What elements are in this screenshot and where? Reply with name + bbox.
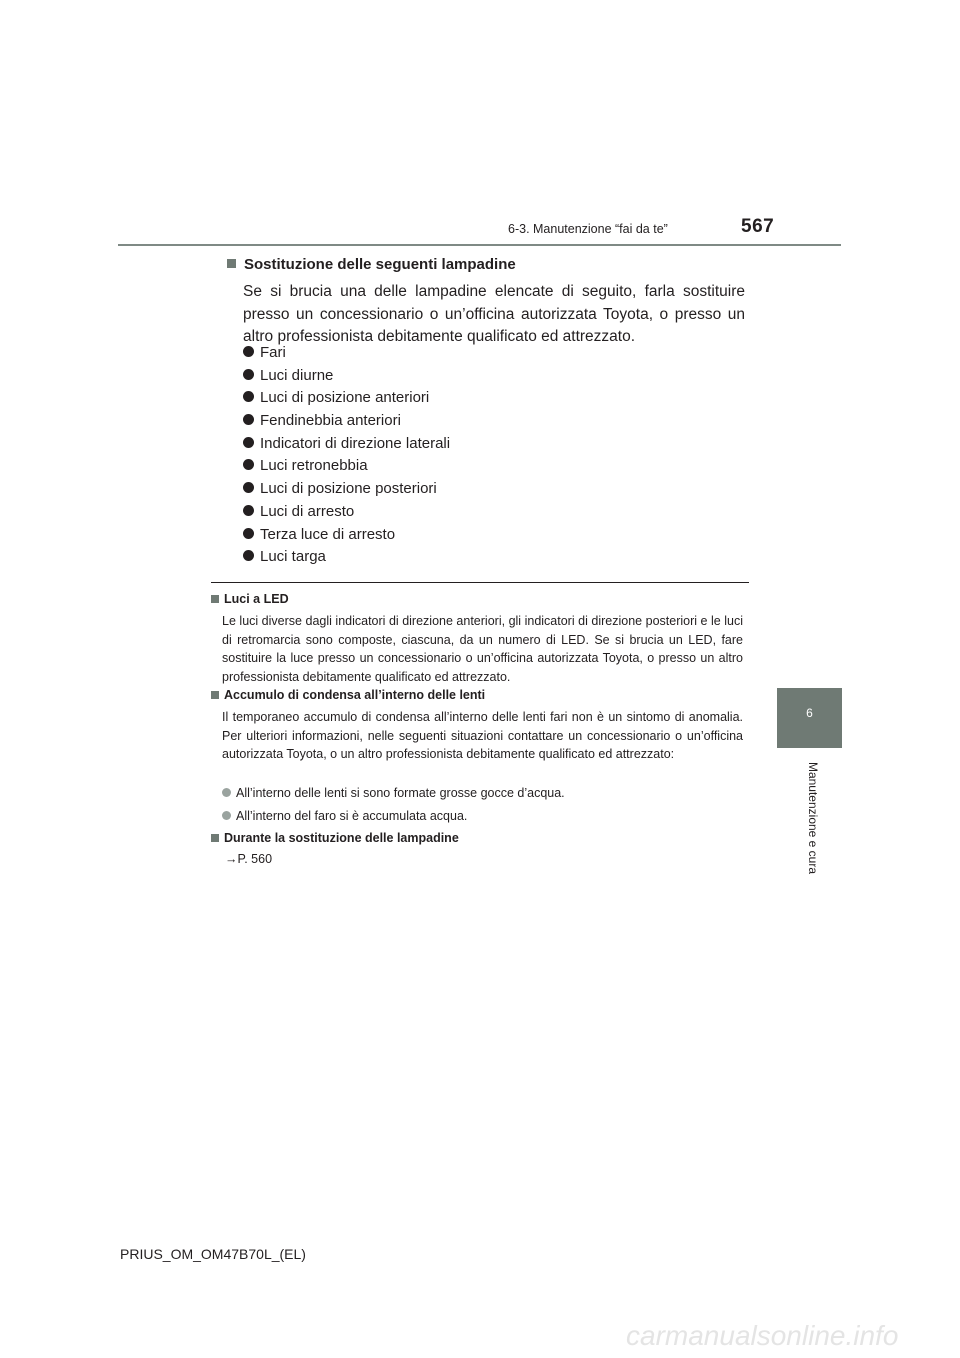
bullet-dot-icon (243, 346, 254, 357)
document-code: PRIUS_OM_OM47B70L_(EL) (120, 1246, 306, 1262)
list-item: Luci targa (243, 546, 450, 569)
section-paragraph: Se si brucia una delle lampadine elencate di seguito, farla sostituire presso un concessionario o un’officina autorizzata Toyota, o presso un altro professionista debitamente qualificato ed attrezzato. (243, 283, 745, 345)
chapter-number: 6 (806, 706, 813, 720)
square-bullet-icon (211, 595, 219, 603)
square-bullet-icon (227, 259, 236, 268)
list-item: Luci retronebbia (243, 455, 450, 478)
bulb-list (243, 342, 450, 569)
chapter-title: Manutenzione e cura (806, 761, 820, 875)
bullet-dot-icon (243, 459, 254, 470)
page-reference-link[interactable]: →P. 560 (225, 852, 273, 866)
list-item: Fendinebbia anteriori (243, 410, 450, 433)
square-bullet-icon (211, 691, 219, 699)
list-item: Indicatori di direzione laterali (243, 433, 450, 456)
section-title: 6-3. Manutenzione “fai da te” (508, 222, 668, 236)
list-item: Luci di arresto (243, 501, 450, 524)
note-text-led: Le luci diverse dagli indicatori di direzione anteriori, gli indicatori di direzione posteriori e le luci di retromarcia sono composte, ciascuna, da un numero di LED. Se si brucia un LED, fare sostituire la luce presso un concessionario o un’officina autorizzata Toyota, o presso un altro professionista debitamente qualificato ed attrezzato. (222, 614, 743, 684)
section-heading (227, 256, 516, 273)
section-heading-text: Sostituzione delle seguenti lampadine (244, 256, 516, 273)
grey-dot-icon (222, 788, 231, 797)
note-text-condensation: Il temporaneo accumulo di condensa all’interno delle lenti fari non è un sintomo di anomalia. Per ulteriori informazioni, nelle seguenti situazioni contattare un concessionario o un’officina autorizzata Toyota, o un altro professionista debitamente qualificato ed attrezzato: (222, 710, 743, 761)
grey-dot-icon (222, 811, 231, 820)
note-bullet: All’interno delle lenti si sono formate grosse gocce d’acqua. (222, 786, 565, 800)
list-item: Luci diurne (243, 365, 450, 388)
note-heading-replacement: Durante la sostituzione delle lampadine (211, 831, 459, 845)
bullet-dot-icon (243, 414, 254, 425)
bullet-dot-icon (243, 437, 254, 448)
header-divider (118, 244, 841, 246)
list-item: Terza luce di arresto (243, 524, 450, 547)
bullet-dot-icon (243, 482, 254, 493)
list-item: Luci di posizione anteriori (243, 387, 450, 410)
bullet-dot-icon (243, 369, 254, 380)
bullet-dot-icon (243, 391, 254, 402)
note-heading-condensation: Accumulo di condensa all’interno delle lenti (211, 688, 485, 702)
notes-divider (211, 582, 749, 583)
list-item: Luci di posizione posteriori (243, 478, 450, 501)
bullet-dot-icon (243, 550, 254, 561)
bullet-dot-icon (243, 528, 254, 539)
bullet-dot-icon (243, 505, 254, 516)
square-bullet-icon (211, 834, 219, 842)
note-heading-led: Luci a LED (211, 592, 289, 606)
list-item: Fari (243, 342, 450, 365)
note-bullet: All’interno del faro si è accumulata acqua. (222, 809, 467, 823)
page-number: 567 (741, 216, 775, 237)
watermark: carmanualsonline.info (626, 1320, 899, 1351)
